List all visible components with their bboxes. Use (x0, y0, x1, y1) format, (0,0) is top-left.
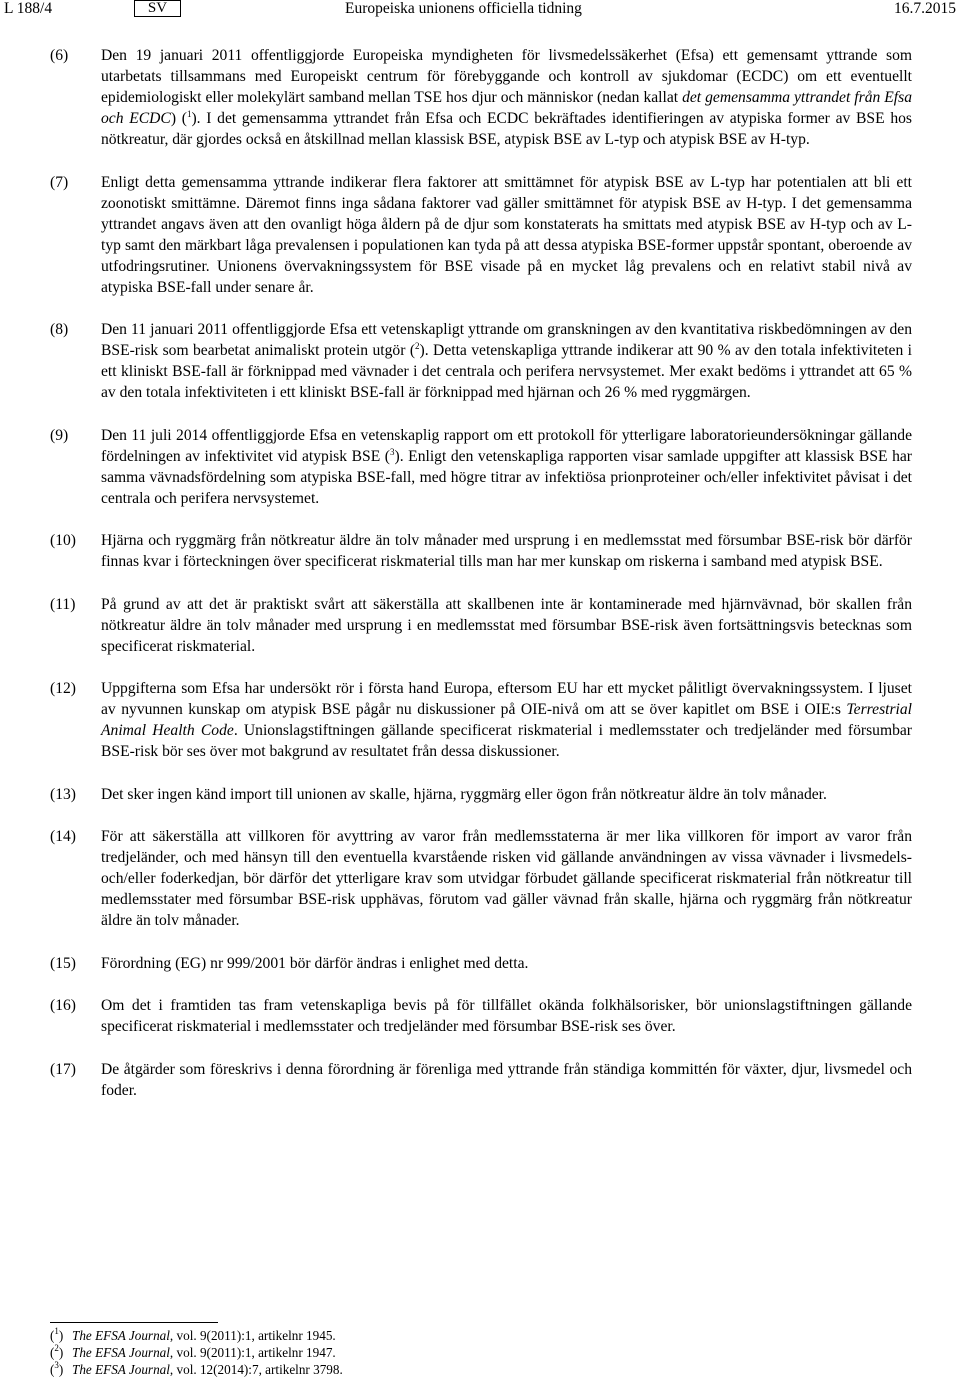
recital-number: (10) (50, 532, 76, 549)
recital-gap (0, 762, 960, 784)
footnote (50, 1342, 910, 1362)
recital (50, 678, 912, 762)
footnote (50, 1359, 910, 1379)
recital-text: Den 11 januari 2011 offentliggjorde Efsa ett vetenskapligt yttrande om granskningen av den kvantitativa riskbedömningen av den BSE-risk som bearbetat animaliskt protein utgör (101, 321, 912, 359)
recital-text: De åtgärder som föreskrivs i denna förordning är förenliga med yttrande från ständiga kommittén för växter, djur, livsmedel och foder. (101, 1060, 912, 1099)
footnote-journal: The EFSA Journal (72, 1361, 170, 1377)
recital-text: Förordning (EG) nr 999/2001 bör därför ändras i enlighet med detta. (101, 954, 529, 972)
recital-text: . Detta vetenskapliga yttrande indikerar att 90 % av den totala infektiviteten i ett kliniskt BSE-fall är förknippad med vävnader i det centrala och perifera nervsystemet. Mer exakt bedöms i yttrandet att 65 % av den totala infektiviteten i ett kliniskt BSE-fall är förknippad med hjärnan och 26 % med ryggmärgen. (101, 342, 912, 401)
footnote-mark: ($^1$) (50, 1326, 64, 1343)
recital-text: För att säkerställa att villkoren för avyttring av varor från medlemsstaterna är mer lika villkoren för import av varor från tredjeländer, och med hänsyn till den eventuella kvarstående risken vid gällande användningen av vissa vävnader i livsmedels- och/eller foderkedjan, bör därför det ytterligare krav som utvidgar förbudet gällande specificerat riskmaterial från nötkreatur till medlemsstater med försumbar BSE-risk upphävas, förutom vad gäller vävnad från skalle, hjärna och ryggmärg från nötkreatur äldre än tolv månader. (101, 828, 912, 929)
recital-text: ) (170, 110, 182, 127)
recital-number: (6) (50, 47, 69, 64)
recital-text: Den 19 januari 2011 offentliggjorde Europeiska myndigheten för livsmedelssäkerhet (Efsa) ett gemensamt yttrande som utarbetats tillsammans med Europeiskt centrum för förebyggande och kontroll av sjukdomar (ECDC) om ett eventuellt epidemiologiskt eller molekylärt samband mellan TSE hos djur och människor (nedan kallat (101, 47, 912, 106)
recital-number: (13) (50, 785, 76, 803)
recital-gap (0, 572, 960, 594)
recital-text: Enligt detta gemensamma yttrande indikerar flera faktorer att smittämnet för atypisk BSE av L-typ har potentialen att bli ett zoonotiskt smittämne. Däremot finns inga sådana faktorer vad gäller smittämnet för atypisk BSE av H-typ. I det gemensamma yttrandet angavs även att den ovanligt höga åldern på de djur som konstaterats ha smittats med atypisk BSE av H-typ och av L-typ samt den märkbart låga prevalensen i populationen kan tyda på att dessa atypiska BSE-former uppstår spontant, oberoende av utfodringsrutiner. Unionens övervakningssystem för BSE visade på en mycket låg prevalens och en relativt stabil nivå av atypiska BSE-fall under senare år. (101, 173, 912, 296)
footnote-divider (50, 1322, 218, 1323)
recital-gap (0, 931, 960, 953)
page-header (0, 0, 960, 18)
recital-number: (14) (50, 828, 76, 845)
recital-text: Om det i framtiden tas fram vetenskapliga bevis på för tillfället okända folkhälsorisker, bör unionslagstiftningen gällande specificerat riskmaterial i medlemsstater och tredjeländer med försumbar BSE-risk ses över. (101, 997, 912, 1035)
recital-number: (9) (50, 426, 69, 444)
italic-term: det gemensamma yttrandet från Efsa och ECDC (101, 89, 912, 127)
recital (50, 995, 912, 1037)
recital-number: (7) (50, 173, 69, 191)
recital-text: Hjärna och ryggmärg från nötkreatur äldre än tolv månader med ursprung i en medlemsstat med försumbar BSE-risk bör därför finnas kvar i förteckningen över specificerat riskmaterial tills man har mer kunskap om riskerna i samband med atypisk BSE. (101, 532, 912, 570)
page-reference: L 188/4 (4, 0, 53, 17)
recital-number: (8) (50, 321, 69, 338)
recital-text: . Enligt den vetenskapliga rapporten visar samlade uppgifter att klassisk BSE har samma vävnadsfördelning som atypiska BSE-fall, med högre titrar av infektiösa prionproteiner och/eller infektivitet påvisat i det centrala och perifera nervsystemet. (101, 447, 912, 507)
publication-date: 16.7.2015 (894, 0, 956, 17)
italic-term: Terrestrial Animal Health Code (101, 701, 912, 739)
footnote-mark: ($^2$) (50, 1342, 64, 1360)
recital (50, 172, 912, 298)
footnote-citation: , vol. 12(2014):7, artikelnr 3798. (169, 1361, 343, 1377)
recital (50, 425, 912, 509)
recital-gap (0, 298, 960, 320)
recitals-list (0, 45, 960, 1101)
recital-number: (11) (50, 595, 76, 613)
footnote-journal: The EFSA Journal (72, 1328, 170, 1343)
recital (50, 784, 912, 805)
recital-number: (17) (50, 1060, 76, 1078)
recital-text: . Unionslagstiftningen gällande specificerat riskmaterial i medlemsstater och tredjeländer med försumbar BSE-risk bör ses över mot bakgrund av resultatet från dessa diskussioner. (101, 722, 912, 760)
recital-gap (0, 150, 960, 172)
footnote-reference[interactable]: ($^3$) (384, 446, 400, 465)
recital-text: Uppgifterna som Efsa har undersökt rör i första hand Europa, eftersom EU har ett mycket pålitligt övervakningssystem. I ljuset av nyvunnen kunskap om atypisk BSE pågår nu diskussioner på OIE-nivå om att se över kapitlet om BSE i OIE:s (101, 680, 912, 718)
recital-number: (15) (50, 954, 76, 972)
recital-number: (12) (50, 680, 76, 697)
recital (50, 953, 912, 974)
language-code-box: SV (134, 0, 181, 17)
footnote-journal: The EFSA Journal (72, 1344, 170, 1360)
footnote-mark: ($^3$) (50, 1359, 64, 1377)
recital (50, 45, 912, 150)
recital-gap (0, 805, 960, 827)
recital-gap (0, 1037, 960, 1059)
journal-title: Europeiska unionens officiella tidning (345, 0, 582, 17)
recital-text: Det sker ingen känd import till unionen av skalle, hjärna, ryggmärg eller ögon från nötkreatur äldre än tolv månader. (101, 785, 827, 803)
footnote-reference[interactable]: ($^1$) (181, 109, 197, 127)
footnote-citation: , vol. 9(2011):1, artikelnr 1945. (169, 1328, 336, 1343)
recital (50, 1059, 912, 1101)
recital-gap (0, 509, 960, 531)
recital-text: På grund av att det är praktiskt svårt att säkerställa att skallbenen inte är kontaminerade med hjärnvävnad, bör skallen från nötkreatur äldre än tolv månader med ursprung i en medlemsstat med försumbar BSE-risk även fortsättningsvis betecknas som specificerat riskmaterial. (101, 595, 912, 655)
recital-number: (16) (50, 997, 76, 1014)
recital-gap (0, 974, 960, 996)
recital-gap (0, 657, 960, 679)
footnote (50, 1328, 910, 1345)
recital (50, 530, 912, 572)
footnote-citation: , vol. 9(2011):1, artikelnr 1947. (169, 1344, 336, 1360)
recital-text: . I det gemensamma yttrandet från Efsa och ECDC bekräftades identifieringen av atypiska former av BSE hos nötkreatur, där gjordes också en åtskillnad mellan klassisk BSE, atypisk BSE av L-typ och atypisk BSE av H-typ. (101, 110, 912, 148)
recital (50, 594, 912, 657)
recital (50, 826, 912, 931)
recital (50, 319, 912, 403)
recital-text: Den 11 juli 2014 offentliggjorde Efsa en vetenskaplig rapport om ett protokoll för ytterligare laboratorieundersökningar gällande fördelningen av infektivitet vid atypisk BSE (101, 426, 912, 465)
footnotes (50, 1328, 910, 1378)
recital-gap (0, 403, 960, 425)
footnote-reference[interactable]: ($^2$) (409, 341, 425, 359)
